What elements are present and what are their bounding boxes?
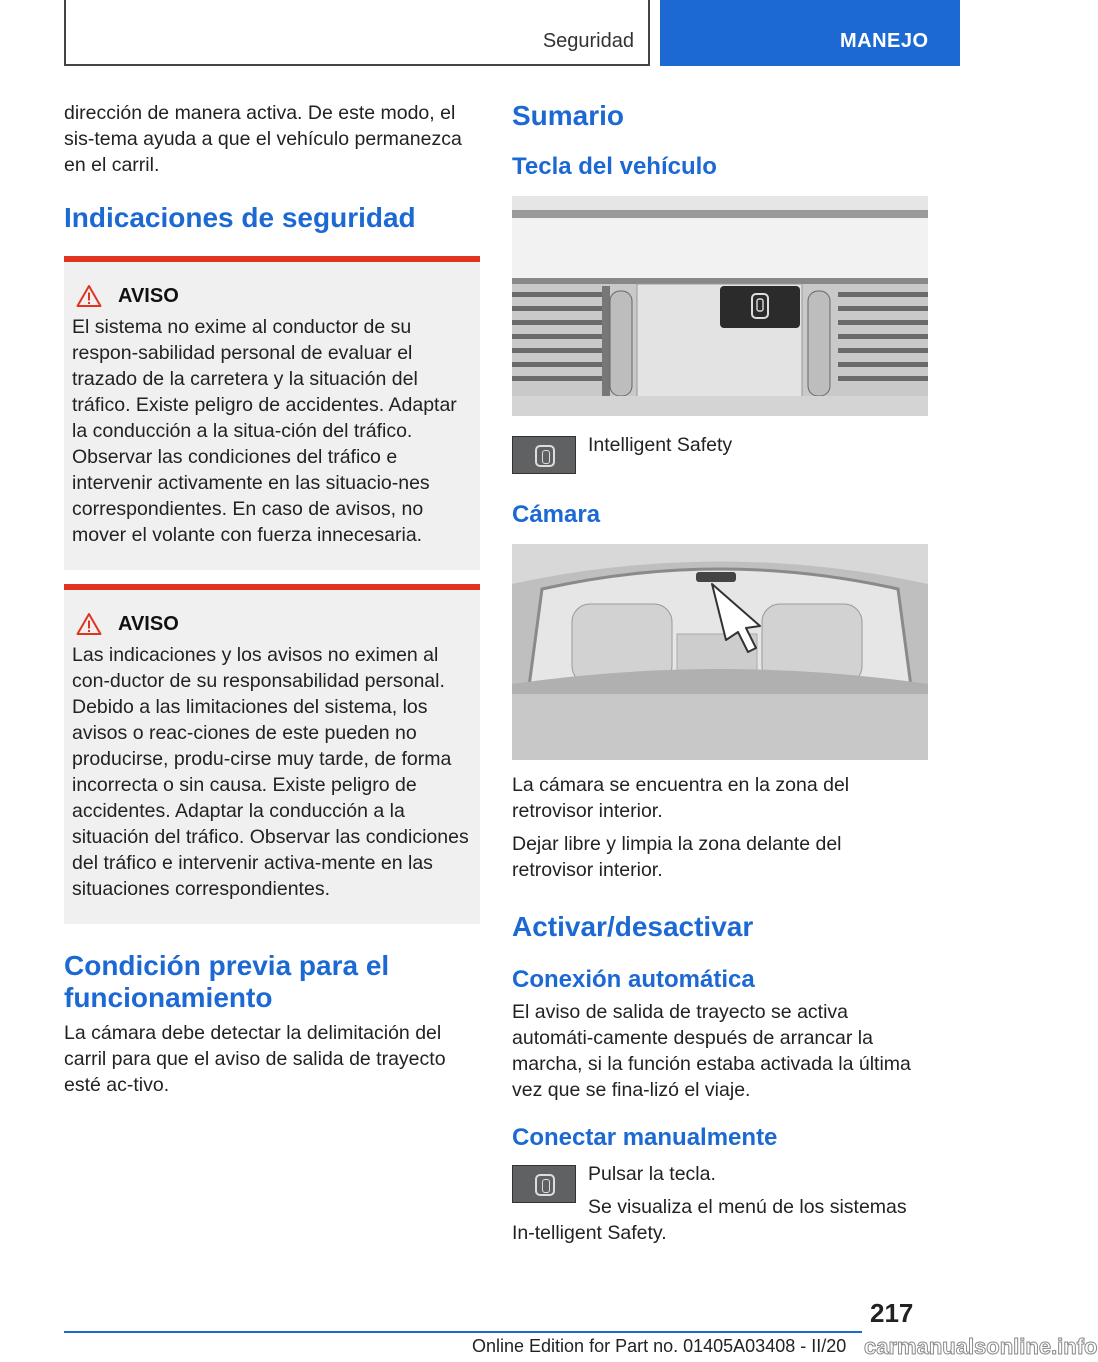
overview-heading: Sumario	[512, 100, 625, 131]
precondition-paragraph: La cámara debe detectar la delimitación del carril para que el aviso de salida de trayecto esté ac‐tivo.	[64, 1022, 446, 1096]
safety-heading: Indicaciones de seguridad	[64, 202, 416, 233]
camera-clean-text: Dejar libre y limpia la zona delante del retrovisor interior.	[512, 833, 842, 881]
vehicle-key-heading: Tecla del vehículo	[512, 153, 717, 180]
warning-box-1	[64, 256, 480, 570]
warning-box-2	[64, 584, 480, 924]
edition-text: Online Edition for Part no. 01405A03408 - II/20	[472, 1336, 847, 1356]
auto-heading: Conexión automática	[512, 966, 755, 993]
warning-triangle-icon	[76, 284, 102, 308]
dashboard-illustration	[512, 196, 928, 416]
warning-triangle-icon	[76, 612, 102, 636]
section-title: Seguridad	[542, 30, 634, 52]
left-column	[64, 100, 480, 1098]
camera-location-text: La cámara se encuentra en la zona del retrovisor interior.	[512, 774, 850, 822]
auto-paragraph: El aviso de salida de trayecto se activa automáti‐camente después de arrancar la marcha, si la función estaba activada la última vez que se fina‐lizó el viaje.	[512, 1001, 911, 1101]
page-number: 217	[870, 1298, 914, 1328]
warning-text: El sistema no exime al conductor de su respon‐sabilidad personal de evaluar el trazado de la carretera y la situación del tráfico. Existe peligro de accidentes. Adaptar la conducción a la situa‐ción del tráfico. Observar las condiciones del tráfico e intervenir activamente en las situacio‐nes correspondientes. En caso de avisos, no mover el volante con fuerza innecesaria.	[72, 316, 457, 546]
manual-steps	[512, 1161, 928, 1246]
manual-step-2: Se visualiza el menú de los sistemas In‐telligent Safety.	[512, 1196, 907, 1244]
header-section-box	[64, 0, 650, 66]
intelligent-safety-button-icon[interactable]	[512, 1165, 576, 1203]
camera-image	[512, 544, 928, 760]
right-column	[512, 100, 928, 1246]
watermark: carmanualsonline.info	[864, 1334, 1098, 1359]
warning-header	[72, 610, 472, 638]
key-legend-label: Intelligent Safety	[588, 434, 733, 456]
precondition-heading: Condición previa para el funcionamiento	[64, 950, 390, 1013]
warning-label: AVISO	[118, 284, 179, 307]
warning-label: AVISO	[118, 612, 179, 635]
windshield-illustration	[512, 544, 928, 760]
intro-paragraph: dirección de manera activa. De este modo, el sis‐tema ayuda a que el vehículo permanezca en el carril.	[64, 102, 462, 176]
key-legend-row	[512, 436, 928, 474]
intelligent-safety-button-icon[interactable]	[512, 436, 576, 474]
manual-heading: Conectar manualmente	[512, 1124, 778, 1151]
activate-heading: Activar/desactivar	[512, 911, 754, 942]
chapter-tab-label: MANEJO	[840, 30, 929, 52]
vehicle-key-image	[512, 196, 928, 416]
warning-text: Las indicaciones y los avisos no eximen al con‐ductor de su responsabilidad personal. Debido a las limitaciones del sistema, los avisos o reac‐ciones de este pueden no producirse, produ‐cirse muy tarde, de forma incorrecta o sin causa. Existe peligro de accidentes. Adaptar la conducción a la situación del tráfico. Observar las condiciones del tráfico e intervenir activa‐mente en las situaciones correspondientes.	[72, 644, 469, 900]
chapter-tab[interactable]	[660, 0, 960, 66]
footer-rule	[64, 1331, 862, 1333]
manual-step-1: Pulsar la tecla.	[588, 1163, 716, 1185]
warning-header	[72, 282, 472, 310]
camera-heading: Cámara	[512, 501, 601, 528]
